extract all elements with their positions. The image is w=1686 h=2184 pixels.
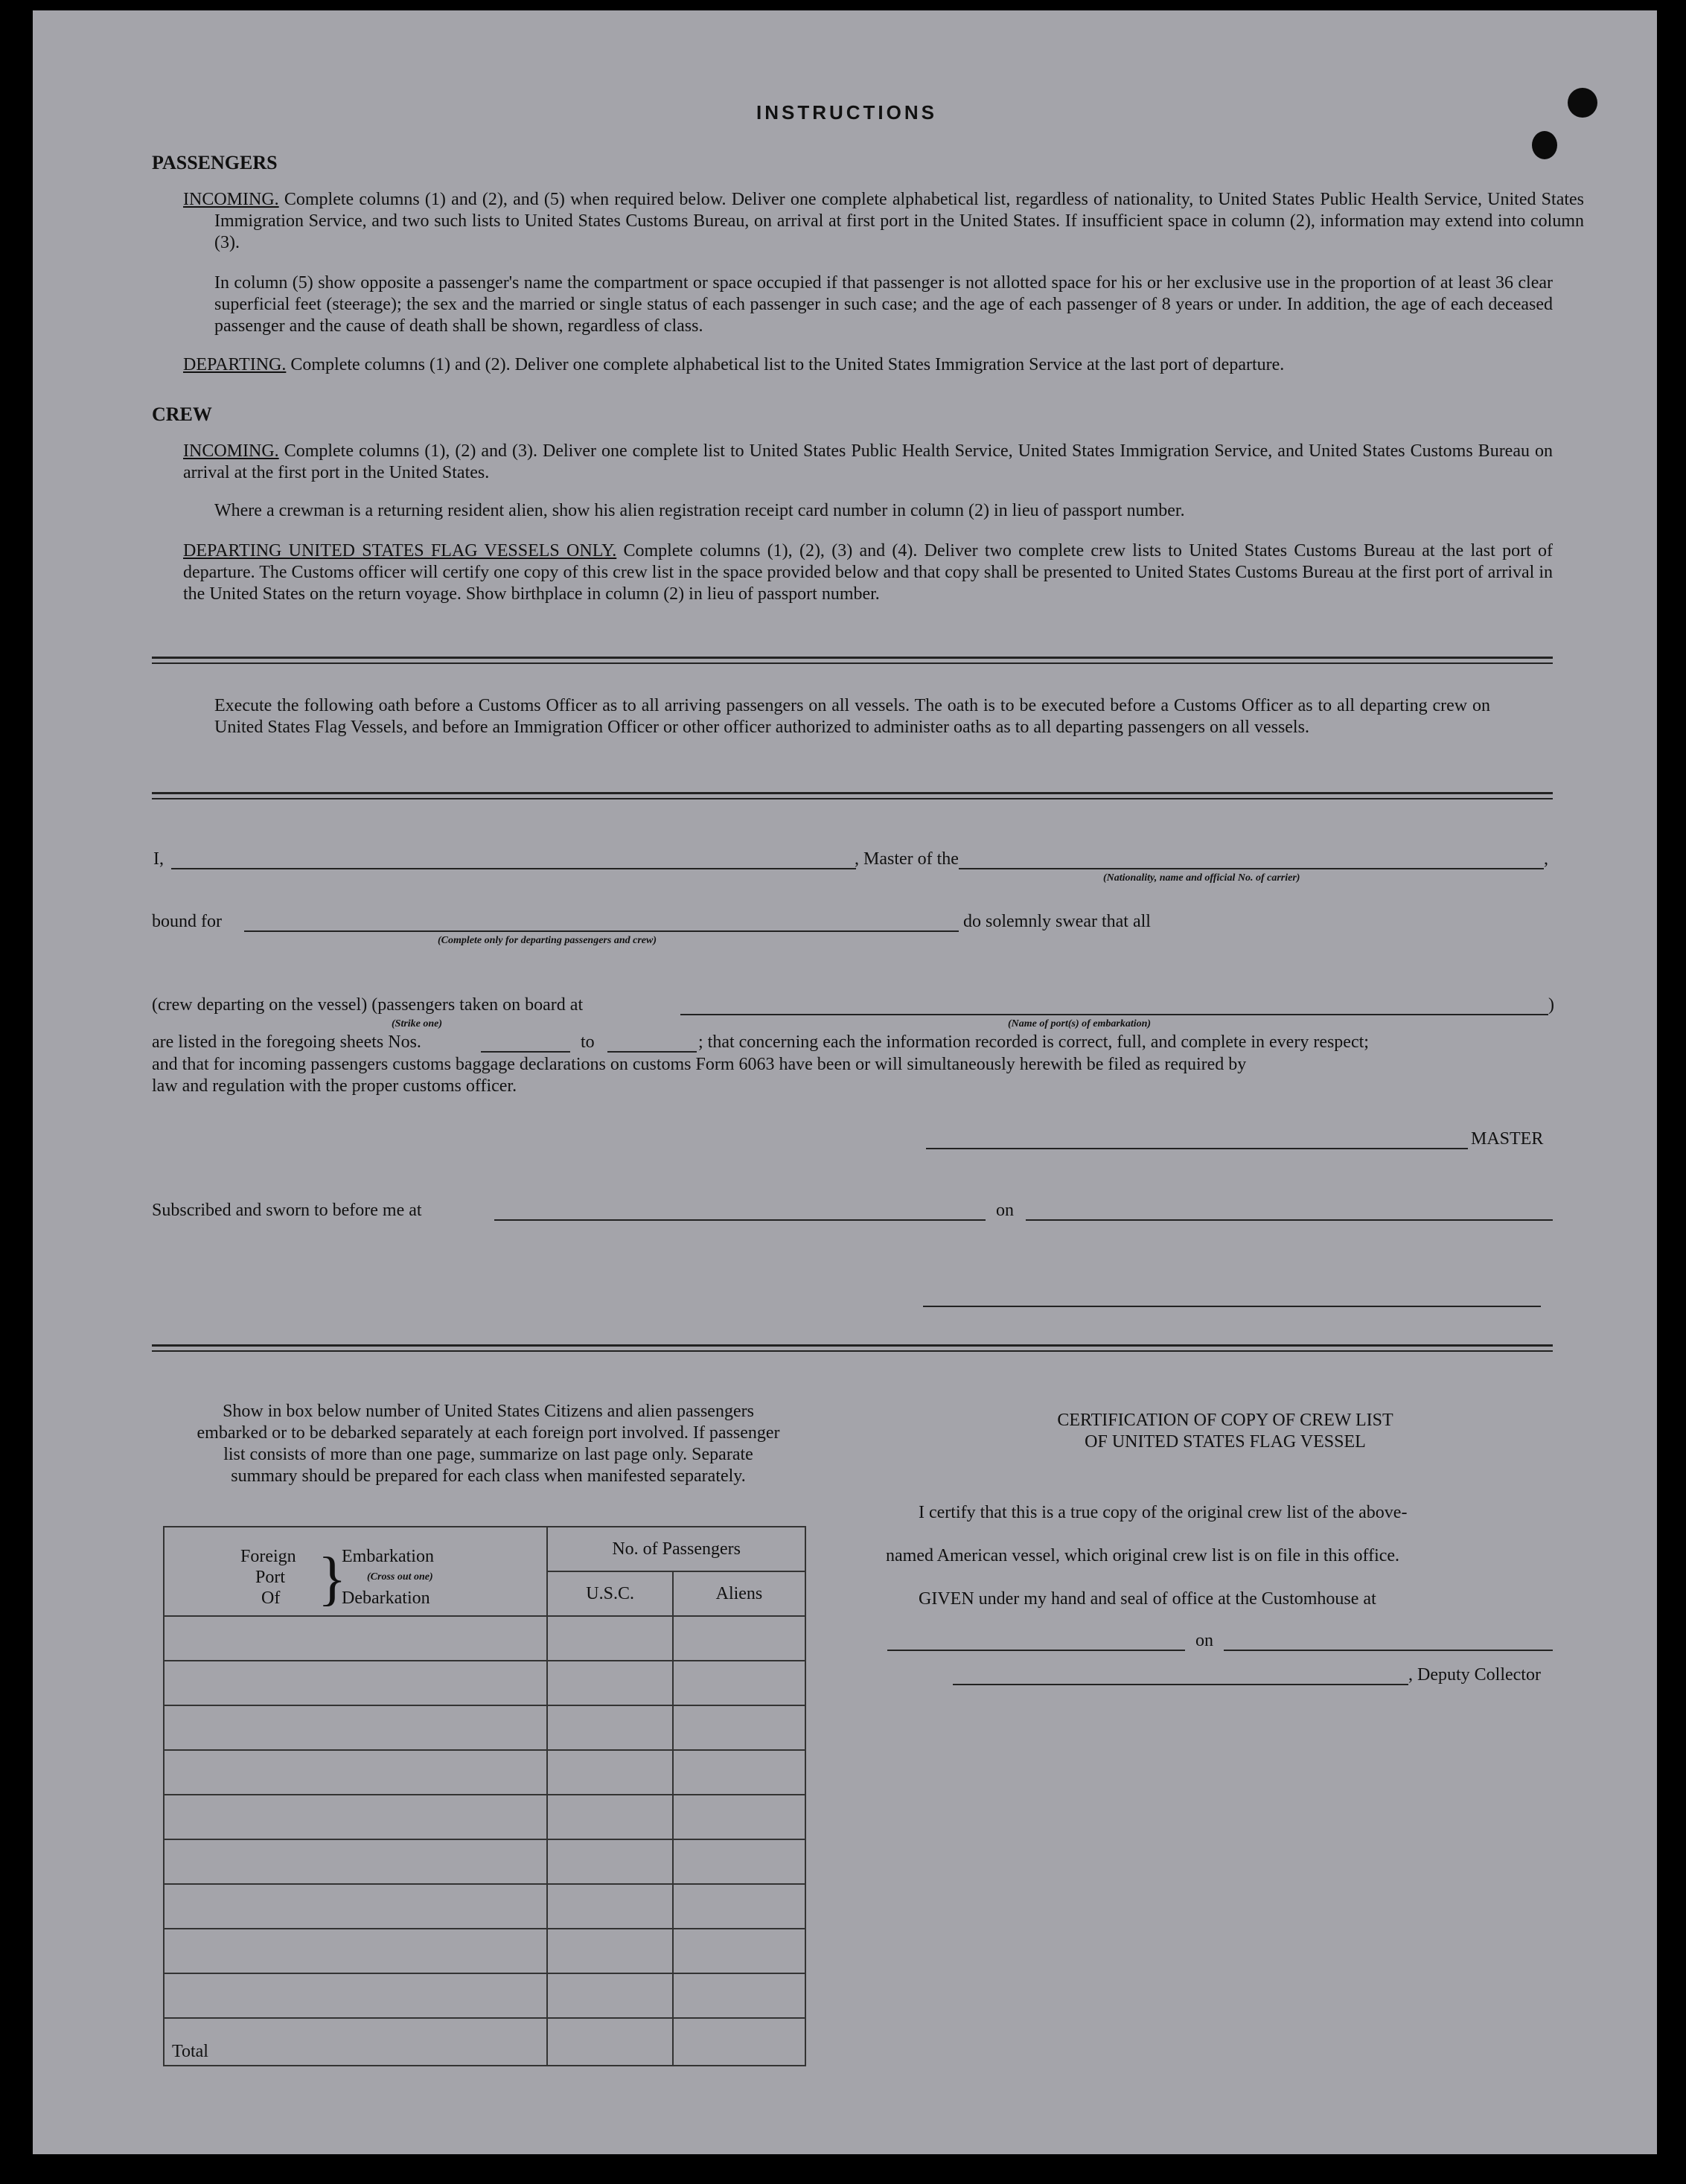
subscribed-label: Subscribed and sworn to before me at [152, 1201, 422, 1220]
port-header-cell [164, 1527, 547, 1616]
usc-cell[interactable] [547, 1705, 673, 1750]
aliens-total-cell[interactable] [673, 2018, 805, 2066]
crew-departing-instructions [183, 540, 1553, 605]
usc-cell[interactable] [547, 1839, 673, 1884]
of-label: Of [261, 1588, 281, 1608]
master-label: MASTER [1471, 1129, 1544, 1149]
port-cell[interactable] [164, 1616, 547, 1661]
deputy-collector-label: , Deputy Collector [1408, 1665, 1541, 1685]
close-paren: ) [1548, 995, 1554, 1015]
port-cell[interactable] [164, 1750, 547, 1795]
subscribed-on-label: on [996, 1201, 1014, 1220]
usc-cell[interactable] [547, 1973, 673, 2018]
sheet-from-field[interactable] [481, 1051, 570, 1053]
carrier-note: (Nationality, name and official No. of carrier) [1103, 872, 1300, 884]
passengers-departing-text: Complete columns (1) and (2). Deliver one complete alphabetical list to the United States Immigration Service at the last port of departure. [290, 355, 1285, 374]
deputy-signature-field[interactable] [953, 1684, 1408, 1685]
destination-field[interactable] [244, 930, 959, 932]
passenger-summary-table [163, 1526, 806, 2066]
port-cell[interactable] [164, 1973, 547, 2018]
certification-line3: GIVEN under my hand and seal of office at the Customhouse at [919, 1589, 1376, 1609]
carrier-field[interactable] [959, 868, 1544, 869]
master-of-the-label: , Master of the [855, 849, 959, 869]
subscribed-date-field[interactable] [1026, 1219, 1553, 1221]
listed-end-text: ; that concerning each the information recorded is correct, full, and complete in every respect; [698, 1032, 1369, 1052]
passengers-column5-instructions: In column (5) show opposite a passenger's name the compartment or space occupied if that passenger is not allotted space for his or her exclusive use in the proportion of at least 36 clear superficial feet (steerage); the sex and the married or single status of each passenger in such case; and the age of each passenger of 8 years or under. In addition, the age of each deceased passenger and the cause of death shall be shown, regardless of class. [214, 273, 1553, 336]
divider [152, 792, 1553, 794]
usc-cell[interactable] [547, 1929, 673, 1973]
aliens-cell[interactable] [673, 1884, 805, 1929]
port-cell[interactable] [164, 1929, 547, 1973]
passengers-incoming-text: Complete columns (1) and (2), and (5) when required below. Deliver one complete alphabetical list, regardless of nationality, to United States Public Health Service, United States Immigration Service, and two such lists to United States Customs Bureau, on arrival at first port in the United States. If insufficient space in column (2), information may extend into column (3). [214, 190, 1585, 252]
certification-line2: named American vessel, which original crew list is on file in this office. [886, 1546, 1400, 1565]
crew-incoming-text: Complete columns (1), (2) and (3). Deliver one complete list to United States Public Health Service, United States Immigration Service, and United States Customs Bureau on arrival at the first port in the United States. [183, 441, 1553, 482]
aliens-cell[interactable] [673, 1839, 805, 1884]
ink-blot [1532, 131, 1557, 159]
certification-date-field[interactable] [1224, 1650, 1553, 1651]
port-cell[interactable] [164, 1705, 547, 1750]
passengers-heading: PASSENGERS [152, 152, 278, 173]
ink-blot [1568, 88, 1597, 118]
embarkation-ports-field[interactable] [680, 1014, 1548, 1015]
foreign-label: Foreign [240, 1547, 296, 1566]
crew-resident-instructions: Where a crewman is a returning resident alien, show his alien registration receipt card number in column (2) in lieu of passport number. [214, 501, 1185, 520]
port-cell[interactable] [164, 1884, 547, 1929]
certification-line1: I certify that this is a true copy of the original crew list of the above- [919, 1503, 1408, 1522]
port-label: Port [255, 1568, 286, 1587]
total-label: Total [164, 2018, 547, 2066]
crew-heading: CREW [152, 403, 212, 425]
aliens-cell[interactable] [673, 1973, 805, 2018]
bound-note: (Complete only for departing passengers and crew) [438, 935, 657, 946]
debarkation-label: Debarkation [342, 1588, 430, 1608]
aliens-header: Aliens [673, 1571, 805, 1616]
aliens-cell[interactable] [673, 1795, 805, 1839]
certification-title-line2: OF UNITED STATES FLAG VESSEL [1085, 1432, 1366, 1452]
master-name-field[interactable] [171, 868, 856, 869]
divider [152, 657, 1553, 659]
crew-incoming-label: INCOMING. [183, 441, 279, 461]
embarkation-label: Embarkation [342, 1547, 434, 1566]
no-passengers-header: No. of Passengers [547, 1527, 805, 1571]
divider [152, 798, 1553, 799]
crew-incoming-instructions [183, 441, 1553, 484]
listed-line2-text: and that for incoming passengers customs baggage declarations on customs Form 6063 have been or will simultaneously herewith be filed as required by [152, 1055, 1247, 1074]
swear-label: do solemnly swear that all [963, 912, 1151, 931]
listed-line3-text: law and regulation with the proper customs officer. [152, 1076, 517, 1096]
passengers-incoming-label: INCOMING. [183, 190, 279, 209]
bound-for-label: bound for [152, 912, 222, 931]
certification-title-line1: CERTIFICATION OF COPY OF CREW LIST [1057, 1411, 1393, 1430]
strike-one-note: (Strike one) [392, 1018, 443, 1029]
divider [152, 1350, 1553, 1352]
ports-note: (Name of port(s) of embarkation) [1008, 1018, 1152, 1029]
usc-header: U.S.C. [547, 1571, 673, 1616]
aliens-cell[interactable] [673, 1750, 805, 1795]
oath-instructions: Execute the following oath before a Customs Officer as to all arriving passengers on all vessels. The oath is to be executed before a Customs Officer as to all departing crew on United States Flag Vessels, and before an Immigration Officer or other officer authorized to administer oaths as to all departing passengers on all vessels. [214, 696, 1490, 737]
aliens-cell[interactable] [673, 1661, 805, 1705]
port-cell[interactable] [164, 1661, 547, 1705]
certification-on-label: on [1195, 1631, 1213, 1650]
aliens-cell[interactable] [673, 1705, 805, 1750]
usc-cell[interactable] [547, 1661, 673, 1705]
form-sheet [33, 10, 1657, 2154]
passengers-departing-instructions [183, 354, 1553, 376]
sheet-to-field[interactable] [607, 1051, 697, 1053]
usc-cell[interactable] [547, 1616, 673, 1661]
sheets-to-label: to [581, 1032, 595, 1052]
usc-cell[interactable] [547, 1795, 673, 1839]
divider [152, 1344, 1553, 1347]
brace-icon: } [318, 1546, 347, 1612]
crew-passengers-label: (crew departing on the vessel) (passengers taken on board at [152, 995, 584, 1015]
summary-instructions: Show in box below number of United States Citizens and alien passengers embarked or to be debarked separately at each foreign port involved. If passenger list consists of more than one page, summarize on last page only. Separate summary should be prepared for each class when manifested separately. [197, 1402, 780, 1486]
cross-out-note: (Cross out one) [367, 1571, 433, 1583]
customhouse-location-field[interactable] [887, 1650, 1185, 1651]
crew-departing-label: DEPARTING UNITED STATES FLAG VESSELS ONLY. [183, 541, 617, 561]
aliens-cell[interactable] [673, 1616, 805, 1661]
subscribed-location-field[interactable] [494, 1219, 986, 1221]
divider [152, 662, 1553, 664]
usc-cell[interactable] [547, 1884, 673, 1929]
port-cell[interactable] [164, 1795, 547, 1839]
aliens-cell[interactable] [673, 1929, 805, 1973]
passengers-departing-label: DEPARTING. [183, 355, 287, 374]
sheets-label: are listed in the foregoing sheets Nos. [152, 1032, 421, 1052]
officer-signature-field[interactable] [923, 1306, 1541, 1307]
usc-total-cell[interactable] [547, 2018, 673, 2066]
comma-label: , [1544, 849, 1548, 869]
oath-i-label: I, [153, 849, 164, 869]
page-title: INSTRUCTIONS [756, 101, 937, 124]
port-cell[interactable] [164, 1839, 547, 1884]
crew-departing-text: Complete columns (1), (2), (3) and (4). Deliver two complete crew lists to United States Customs Bureau at the last port of departure. The Customs officer will certify one copy of this crew list in the space provided below and that copy shall be presented to United States Customs Bureau at the first port of arrival in the United States on the return voyage. Show birthplace in column (2) in lieu of passport number. [183, 541, 1553, 604]
passengers-incoming-instructions [183, 189, 1584, 254]
master-signature-field[interactable] [926, 1148, 1468, 1149]
usc-cell[interactable] [547, 1750, 673, 1795]
